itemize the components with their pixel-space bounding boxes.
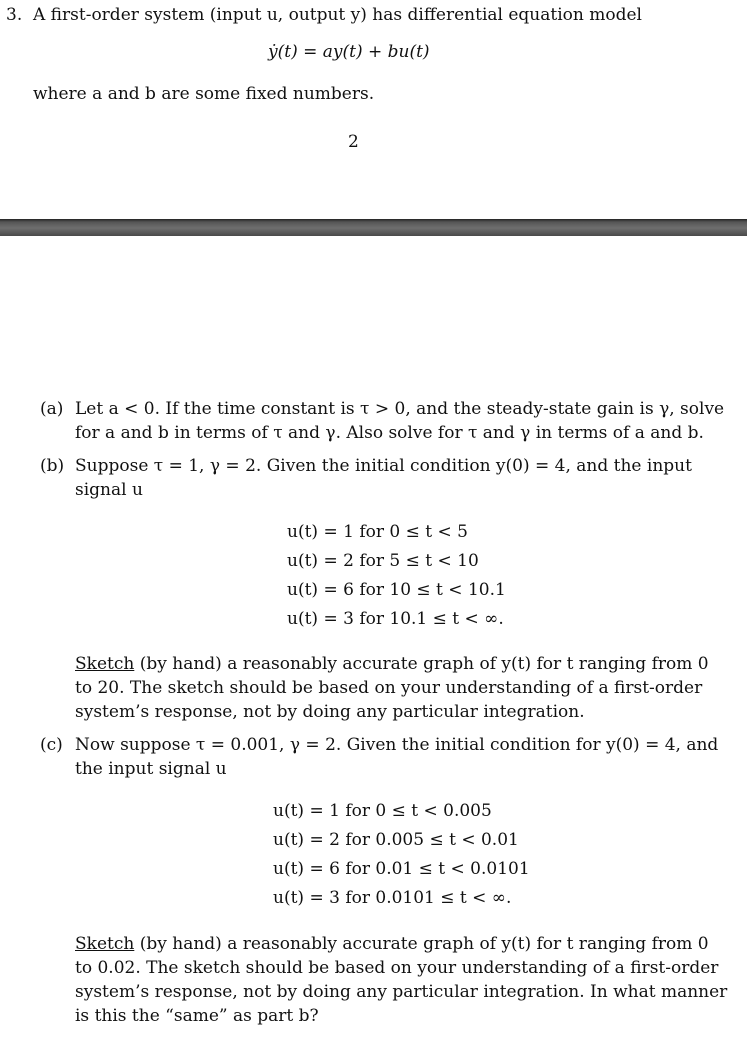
sketch-line [75, 932, 727, 956]
input-row: u(t) = 3 for 0.0101 ≤ t < ∞. [273, 888, 512, 908]
part-c-sketch-text [75, 932, 727, 1028]
sketch-line-rest: (by hand) a reasonably accurate graph of y(t) for t ranging from 0 [134, 934, 709, 954]
part-b-line: Suppose τ = 1, γ = 2. Given the initial condition y(0) = 4, and the input [75, 456, 692, 476]
page-number: 2 [348, 132, 359, 152]
input-row: u(t) = 2 for 5 ≤ t < 10 [287, 551, 479, 571]
part-b-line: signal u [75, 480, 143, 500]
sketch-line: to 20. The sketch should be based on your understanding of a first-order [75, 678, 703, 698]
input-row: u(t) = 6 for 10 ≤ t < 10.1 [287, 580, 506, 600]
sketch-line: to 0.02. The sketch should be based on your understanding of a first-order [75, 958, 719, 978]
sketch-line [75, 652, 709, 676]
sketch-word: Sketch [75, 654, 135, 674]
problem-intro: A first-order system (input u, output y) has differential equation model [33, 5, 642, 25]
sketch-line: system’s response, not by doing any particular integration. [75, 702, 585, 722]
part-b-input-equations [287, 518, 506, 634]
page-divider [0, 219, 747, 236]
part-b-label: (b) [40, 456, 65, 476]
part-c-input-equations [273, 797, 530, 913]
input-row: u(t) = 2 for 0.005 ≤ t < 0.01 [273, 830, 519, 850]
problem-number: 3. [6, 5, 23, 25]
part-c-text [75, 733, 718, 781]
sketch-line: system’s response, not by doing any particular integration. In what manner [75, 982, 728, 1002]
part-a-line: Let a < 0. If the time constant is τ > 0, and the steady-state gain is γ, solve [75, 399, 725, 419]
part-a-label: (a) [40, 399, 64, 419]
where-text: where a and b are some fixed numbers. [33, 84, 375, 104]
part-b-sketch-text [75, 652, 709, 724]
sketch-word: Sketch [75, 934, 135, 954]
part-c-line: Now suppose τ = 0.001, γ = 2. Given the initial condition for y(0) = 4, and [75, 735, 719, 755]
sketch-line: is this the “same” as part b? [75, 1006, 319, 1026]
part-a-text [75, 397, 724, 445]
part-c-line: the input signal u [75, 759, 227, 779]
differential-equation: ẏ(t) = ay(t) + bu(t) [268, 42, 430, 62]
part-a-line: for a and b in terms of τ and γ. Also solve for τ and γ in terms of a and b. [75, 423, 704, 443]
part-c-label: (c) [40, 735, 63, 755]
input-row: u(t) = 6 for 0.01 ≤ t < 0.0101 [273, 859, 530, 879]
sketch-line-rest: (by hand) a reasonably accurate graph of y(t) for t ranging from 0 [134, 654, 709, 674]
part-b-text [75, 454, 692, 502]
input-row: u(t) = 1 for 0 ≤ t < 0.005 [273, 801, 492, 821]
input-row: u(t) = 1 for 0 ≤ t < 5 [287, 522, 468, 542]
input-row: u(t) = 3 for 10.1 ≤ t < ∞. [287, 609, 504, 629]
